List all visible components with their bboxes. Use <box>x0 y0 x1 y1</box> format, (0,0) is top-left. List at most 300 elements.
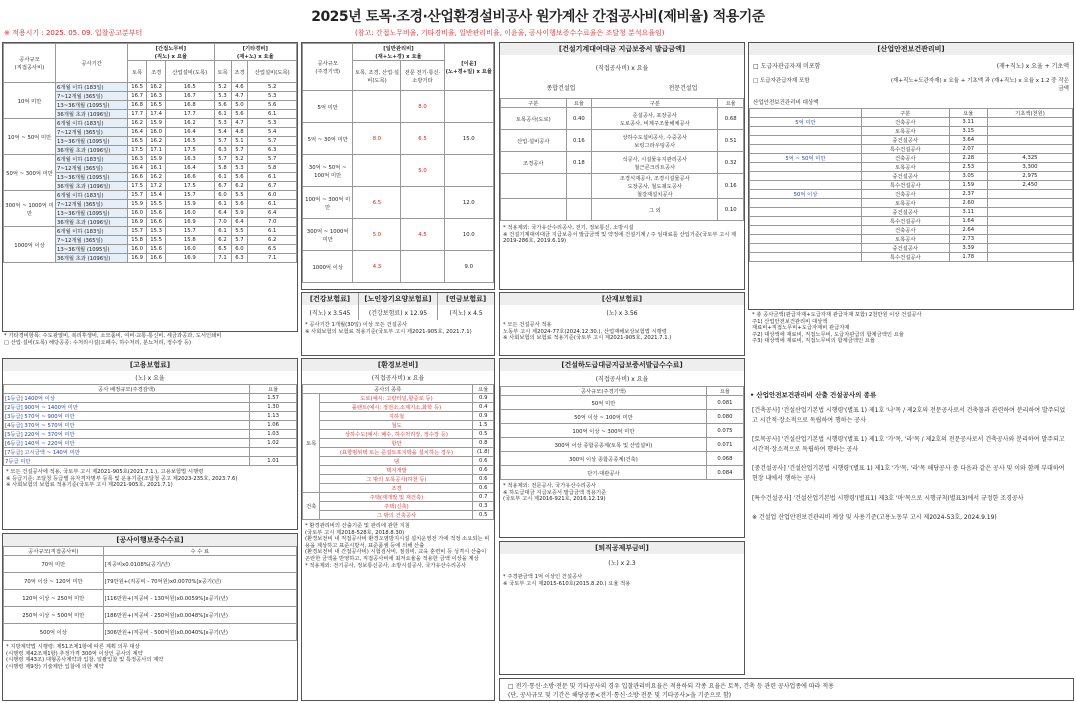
table-cell: 6개월 이하 (183일) <box>56 119 128 128</box>
table-cell: 0.5 <box>473 511 494 520</box>
table-cell: 0.080 <box>706 410 743 424</box>
scale-cell: 50억 ~ 300억 미만 <box>4 155 56 191</box>
table-cell: 6.0 <box>214 191 231 200</box>
note-line: (시행령 제9장) 기술제안 입찰에 의한 계약 <box>6 663 104 670</box>
table-cell: 4.3 <box>353 251 401 283</box>
note-line: * 적용제외: 전문공사, 국가유산수리공사 <box>503 483 597 489</box>
note-line: (환경보전비 내 직접공사비 환경오염방지시설 설치운영전 가에 적정 소요되는 비용을 계상하고 표준시방서, 표준품셈 등에 의해 산출 <box>305 536 490 549</box>
table-cell: 택지개발 <box>320 466 473 475</box>
table-cell: 그 밖의 건축공사 <box>320 511 473 520</box>
table-cell <box>750 127 862 136</box>
table-cell: [7등급] 고시금액 ~ 140억 미만 <box>4 448 250 457</box>
table-cell <box>353 91 401 123</box>
retirement-h: [퇴직공제부금비] <box>500 542 744 554</box>
table-cell: 15.9 <box>128 200 147 209</box>
table-cell: 0.5 <box>473 430 494 439</box>
table-cell <box>987 199 1072 208</box>
table-cell: 17.2 <box>147 182 166 191</box>
table-cell <box>566 174 592 199</box>
table-cell: 15.6 <box>147 209 166 218</box>
note-line: * 적용제외: 전기공사, 정보통신공사, 소방시설공사, 국가유산수리공사 <box>305 562 467 569</box>
machine-rental-formula: (직접공사비) x 요율 <box>595 65 649 72</box>
table-cell: 4.7 <box>231 119 248 128</box>
safety-grid <box>749 108 1073 262</box>
table-cell: 15.5 <box>147 236 166 245</box>
scale-cell: 300억 ~ 1000억 미만 <box>4 191 56 227</box>
note-line: (국토부 고시 제2016-921호, 2016.12.19) <box>503 496 606 503</box>
env-f: (직접공사비) x 요율 <box>371 375 425 382</box>
table-cell: 6개월 이하 (183일) <box>56 83 128 92</box>
col-head: 조경 <box>231 61 248 83</box>
table-cell: 5.7 <box>214 137 231 146</box>
table-cell: 36개월 초과 (1096일) <box>56 254 128 263</box>
table-cell <box>987 253 1072 262</box>
table-cell: 16.3 <box>166 155 214 164</box>
hdr-period: 공사기간 <box>56 44 128 83</box>
table-cell: 5.5 <box>231 191 248 200</box>
table-cell: 5억 미만 <box>303 91 353 123</box>
note-line: * 적용제외: 국가유산수리공사, 전기, 정보통신, 소방시설 <box>503 225 634 231</box>
table-cell: [6등급] 140억 ~ 220억 미만 <box>4 439 250 448</box>
table-cell <box>750 181 862 190</box>
table-cell: 17.4 <box>147 110 166 119</box>
table-cell: 4,325 <box>987 154 1072 163</box>
table-cell: 6개월 이하 (183일) <box>56 155 128 164</box>
table-cell: 6.7 <box>248 182 297 191</box>
table-cell: 17.5 <box>166 182 214 191</box>
table-cell: 16.5 <box>128 137 147 146</box>
table-cell: 지하철 <box>320 412 473 421</box>
footer-box <box>499 678 1074 701</box>
table-cell: 2.60 <box>949 199 987 208</box>
table-cell: 5.6 <box>248 101 297 110</box>
table-cell: 2.64 <box>949 226 987 235</box>
table-cell: 2.07 <box>949 145 987 154</box>
safety-opt1: □ 도급자관급자재 미포함 <box>753 63 821 70</box>
machine-rental-comp: 종합건설업 <box>546 85 576 92</box>
table-cell: 1000억 이상 <box>303 251 353 283</box>
table-cell: 4.6 <box>231 83 248 92</box>
table-cell: 15.9 <box>147 155 166 164</box>
hdr-indirect: [간접노무비] (직노) x 요율 <box>128 44 214 61</box>
table-cell <box>987 127 1072 136</box>
pension-h: [연금보험료] <box>438 293 494 305</box>
table-cell <box>987 208 1072 217</box>
table-cell: 15.9 <box>166 200 214 209</box>
table-cell: 5억 ~ 50억 미만 <box>750 154 862 163</box>
table-cell <box>750 145 862 154</box>
table-cell: 13~36개월 (1095일) <box>56 173 128 182</box>
table-cell <box>987 118 1072 127</box>
table-cell: 17.1 <box>147 146 166 155</box>
table-cell: 조경 <box>320 484 473 493</box>
table-cell <box>401 187 444 219</box>
table-cell: 0.9 <box>473 394 494 403</box>
table-cell: (표향범위택 또는 준설토포지택을 설치하는 경우) <box>320 448 473 457</box>
table-cell: 16.7 <box>166 92 214 101</box>
table-cell: 4.7 <box>231 92 248 101</box>
note-line: * 주경관금액 1억 이상인 건설공사 <box>503 574 583 580</box>
safety-type-item: [건축공사] '건설산업기본법 시행령'(별표 1) 제1호 '나'목 / 제2호의 전문공사로서 건축물과 관련하여 분리하여 발주되었고 시간적·장소적으로 독립하여 행하는 공사 <box>752 407 1066 424</box>
table-cell: 조경식재공사, 조경시설물공사 도장공사, 철도궤도공사 철강재설치공사 <box>592 174 718 199</box>
table-cell: 0.8 <box>473 439 494 448</box>
table-cell: 8.0 <box>353 123 401 155</box>
note-line: 주3) 대상액에 재료비, 직접노무비의 합계금액인 요율 <box>752 338 875 345</box>
note-line: * 기타경비항목: 수도광열비, 복리후생비, 소모품비, 여비·교통·통신비, 세금과공과, 도서인쇄비 <box>4 333 222 339</box>
note-line: (시행령 제42조제1항) 추정가격 300억 이상인 공사의 계약 <box>6 650 143 657</box>
table-cell: 6.1 <box>248 173 297 182</box>
table-cell: 5.2 <box>231 155 248 164</box>
note-line: 주2) 대상액에 재료비, 직접노무비, 도급자관급의 합계금액인 요율 <box>752 331 904 338</box>
hdr-gm: [일반관리비] (재+노+경) x 요율 <box>353 44 444 61</box>
safety-types-box <box>748 388 1074 675</box>
table-cell: 16.5 <box>166 83 214 92</box>
safety-types-list <box>748 401 1074 528</box>
table-cell: 석공사, 시설물유지관리공사 철근콘크리트공사 <box>592 152 718 174</box>
note-line: * 지방계약법 시행령: 제51조제1항에 따른 계획 의무 대상 <box>6 644 140 650</box>
note-line: * 총 공사금액(관급자재+도급자재 관급자재 포함) 2천만원 이상 건설공사 <box>752 312 922 318</box>
table-cell: 6.3 <box>248 146 297 155</box>
table-cell: 6.1 <box>248 227 297 236</box>
machine-rental-header: [건설기계대여대금 지급보증서 발급금액] <box>500 43 744 55</box>
table-cell: 1.78 <box>949 253 987 262</box>
table-cell: 16.4 <box>128 128 147 137</box>
table-cell: 5.3 <box>231 164 248 173</box>
table-cell: 1.13 <box>250 412 297 421</box>
col-head: 요율 <box>949 109 987 118</box>
table-cell: 6.1 <box>248 200 297 209</box>
note-line: ※ 하도급대금 지급보증서 발급금액 적용기준 <box>503 489 607 496</box>
table-cell: [116만원+(직공비 - 130억원)x0.0059%]x공기(년) <box>103 590 296 607</box>
table-cell: 토목공사 <box>861 199 949 208</box>
col-head: 공사의 종류 <box>303 385 473 394</box>
table-cell: 0.068 <box>706 452 743 466</box>
col-head: 요율 <box>250 385 297 394</box>
table-cell: 9.0 <box>444 251 493 283</box>
table-cell: 5.7 <box>214 155 231 164</box>
col-head: 기초액(천원) <box>987 109 1072 118</box>
table-cell: 36개월 초과 (1096일) <box>56 110 128 119</box>
table-cell <box>750 253 862 262</box>
table-cell: [1등급] 1400억 이상 <box>4 394 250 403</box>
table-cell: 16.5 <box>166 137 214 146</box>
table-cell: 16.0 <box>166 245 214 254</box>
table-cell: 2,450 <box>987 181 1072 190</box>
table-cell <box>750 136 862 145</box>
table-cell: 1.06 <box>250 421 297 430</box>
table-cell: 6.5 <box>248 245 297 254</box>
table-cell: 0.51 <box>718 130 744 152</box>
note-line: (국토부 고시 제2018-528호, 2018.8.30) <box>305 529 405 536</box>
pension-f: (직노) x 4.5 <box>449 310 483 317</box>
table-cell: 5.7 <box>231 146 248 155</box>
table-cell: 70억 미만 <box>4 556 104 573</box>
page-title: 2025년 토목·조경·산업환경설비공사 원가계산 간접공사비(제비율) 적용기준 <box>311 9 765 25</box>
s1-notes <box>4 333 300 346</box>
table-cell: 중건설공사 <box>861 136 949 145</box>
table-cell: 50억 미만 <box>501 396 707 410</box>
table-cell: 특수건설공사 <box>861 181 949 190</box>
table-cell: 16.4 <box>166 164 214 173</box>
table-cell: 3.11 <box>949 208 987 217</box>
col-head: 산업설비(도목) <box>166 61 214 83</box>
table-cell: 6.2 <box>214 236 231 245</box>
table-cell: 70억 이상 ~ 120억 미만 <box>4 573 104 590</box>
table-cell: 2,975 <box>987 172 1072 181</box>
table-cell: 15.7 <box>128 227 147 236</box>
table-cell: 6.3 <box>214 146 231 155</box>
table-cell: 건축공사 <box>861 154 949 163</box>
safety-table <box>748 42 1074 310</box>
table-cell: 0.16 <box>718 174 744 199</box>
indirect-labor-grid <box>3 43 297 263</box>
table-cell: 준설공사, 포장공사 도로공사, 비계구조물해체공사 <box>592 108 718 130</box>
table-cell: 5.2 <box>214 83 231 92</box>
table-cell: 0.6 <box>473 484 494 493</box>
indirect-labor-table <box>2 42 298 332</box>
table-cell: 토목공사 <box>861 127 949 136</box>
table-cell: 특수건설공사 <box>861 217 949 226</box>
table-cell: 3.64 <box>949 136 987 145</box>
note-line: ※ 사회보험의 보험료 적용기준(국토부 고시 제2021-905호, 2021.7.1.) <box>503 335 672 342</box>
safety-type-item: [토목공사] '건설산업기본법 시행령'(별표 1) 제1호 '가'목, '라'목 / 제2호의 전문공사로서 건축공사와 분리하여 발주되고 시간적·장소적으로 독립하여 행하는 공사 <box>752 436 1065 453</box>
table-cell: 6.4 <box>214 209 231 218</box>
note-line: 주1) 산업안전보건관리비 대상액 <box>752 318 828 325</box>
note-line: ※ 등급기준: 조달청 등급별 유자격자명부 등록 및 운용기준(조달청 공고 제2023-235호, 2023.7.6) <box>6 475 238 482</box>
table-cell: 6개월 이하 (183일) <box>56 227 128 236</box>
table-cell: 2.37 <box>949 190 987 199</box>
table-cell: 5.6 <box>231 200 248 209</box>
table-cell: [2등급] 900억 ~ 1400억 미만 <box>4 403 250 412</box>
safety-opt2: □ 도급자관급자재 포함 <box>753 78 810 84</box>
table-cell: 0.16 <box>566 130 592 152</box>
subcontract-f: (직접공사비) x 요율 <box>595 376 649 383</box>
col-head: 구분 <box>501 99 567 108</box>
accident-notes <box>500 320 744 344</box>
employment-h: [고용보험료] <box>3 359 297 371</box>
table-cell: 50억 이상 ~ 100억 미만 <box>501 410 707 424</box>
col-head: 공사규모(주경기액) <box>501 387 707 396</box>
table-cell: (1.8) <box>473 448 494 457</box>
col-head: 요율 <box>706 387 743 396</box>
table-cell: 6.7 <box>214 182 231 191</box>
table-cell: 5.2 <box>248 83 297 92</box>
table-cell: 13~36개월 (1095일) <box>56 245 128 254</box>
scale-cell: 10억 ~ 50억 미만 <box>4 119 56 155</box>
col-head: 요율 <box>718 99 744 108</box>
safety-type-item: ※ 건설업 산업안전보건관리비 계상 및 사용기준(고용노동부 고시 제2024-53호, 2024.9.19) <box>752 514 997 522</box>
table-cell: 36개월 초과 (1096일) <box>56 182 128 191</box>
table-cell: 0.10 <box>718 199 744 221</box>
table-cell: 6.2 <box>248 236 297 245</box>
table-cell: 250억 이상 ~ 500억 미만 <box>4 607 104 624</box>
col-head: 토목 <box>128 61 147 83</box>
table-cell: 6.3 <box>231 254 248 263</box>
table-cell: 토목공사 <box>861 235 949 244</box>
safety-notes <box>752 312 1072 345</box>
industrial-accident-box <box>499 292 745 356</box>
table-cell: 16.0 <box>147 128 166 137</box>
hdr-scale: 공사규모 (직접공사비) <box>4 44 56 83</box>
table-cell: 17.7 <box>166 110 214 119</box>
safety-f1: (재+직노) x 요율 + 기초액 <box>996 63 1069 70</box>
health-ins-box <box>301 292 495 356</box>
table-cell <box>501 199 567 221</box>
table-cell: 5.0 <box>353 219 401 251</box>
env-notes <box>302 520 494 572</box>
table-cell: 300억 이상 종합공종계(토목 및 산업설비) <box>501 438 707 452</box>
table-cell: 5.4 <box>248 128 297 137</box>
subcontract-h: [건설하도급대금지급보증서발급수수료] <box>500 359 744 371</box>
hdr-profit: [이윤] (노+경+일) x 요율 <box>444 44 493 91</box>
table-cell: 1.30 <box>250 403 297 412</box>
table-cell: 5.1 <box>231 137 248 146</box>
table-cell: 1.01 <box>250 457 297 466</box>
group-cell: 건축 <box>303 493 320 520</box>
table-cell: 3.15 <box>949 127 987 136</box>
table-cell: 7~12개월 (365일) <box>56 200 128 209</box>
table-cell: 1.64 <box>949 217 987 226</box>
table-cell: 중건설공사 <box>861 172 949 181</box>
table-cell: 15.7 <box>166 191 214 200</box>
table-cell: 5.7 <box>248 137 297 146</box>
table-cell: 5.3 <box>214 92 231 101</box>
table-cell: 30억 ~ 50억 ~ 100억 미만 <box>303 155 353 187</box>
table-cell: 3.11 <box>949 118 987 127</box>
table-cell: 13~36개월 (1095일) <box>56 101 128 110</box>
table-cell: 13~36개월 (1095일) <box>56 209 128 218</box>
col-head <box>750 109 862 118</box>
table-cell: 0.68 <box>718 108 744 130</box>
col-head: 구분 <box>861 109 949 118</box>
table-cell: 7등급 미만 <box>4 457 250 466</box>
table-cell: 6.1 <box>214 200 231 209</box>
table-cell: 7~12개월 (365일) <box>56 164 128 173</box>
env-grid <box>302 384 494 520</box>
note-line: ※ 사회보험의 보험료 적용기준(국토부 고시 제2021-905호, 2021.7.1) <box>6 482 173 489</box>
employment-notes <box>3 466 297 492</box>
table-cell: 상하수도설비공사, 수중공사 보링그라우팅공사 <box>592 130 718 152</box>
health-f: (직노) x 3.545 <box>309 310 351 317</box>
perf-grid <box>3 546 297 641</box>
table-cell: 중건설공사 <box>861 208 949 217</box>
table-cell: 1.57 <box>250 394 297 403</box>
table-cell: [186만원+(직공비 - 250억원)x0.0048%]x공기(년) <box>103 607 296 624</box>
table-cell: 15.7 <box>128 191 147 200</box>
env-h: [환경보전비] <box>302 359 494 371</box>
table-cell: 5억 미만 <box>750 118 862 127</box>
table-cell: 0.3 <box>473 502 494 511</box>
note-line: * 모든 건설공사 적용 <box>503 322 552 328</box>
table-cell: 2.28 <box>949 154 987 163</box>
ltc-f: (건강보험료) x 12.95 <box>368 310 428 317</box>
retirement-notes <box>500 571 744 590</box>
table-cell: [4등급] 370억 ~ 570억 미만 <box>4 421 250 430</box>
table-cell <box>750 226 862 235</box>
retirement-box <box>499 541 745 675</box>
table-cell: 1.59 <box>949 181 987 190</box>
table-cell: 15.4 <box>147 191 166 200</box>
general-mgmt-grid <box>302 43 494 283</box>
table-cell: 0.081 <box>706 396 743 410</box>
table-cell: 2.73 <box>949 235 987 244</box>
table-cell: 산업·설비공사 <box>501 130 567 152</box>
table-cell: 1.02 <box>250 439 297 448</box>
col-head: 전문 전기·통신·소방기타 <box>401 61 444 91</box>
table-cell: 6.5 <box>214 245 231 254</box>
table-cell: 0.071 <box>706 438 743 452</box>
table-cell: 16.7 <box>128 92 147 101</box>
table-cell: 주택(신축) <box>320 502 473 511</box>
note-line: ※ 건설기계대여대금 지급보증서 발급금액 및 약정에 건설기계 / 주 임대료를 산입기준(국토부 고시 제2019-286호, 2019.6.19) <box>503 231 737 245</box>
table-cell: 6개월 이하 (183일) <box>56 191 128 200</box>
table-cell: 5.8 <box>214 164 231 173</box>
table-cell <box>501 174 567 199</box>
table-cell: 6.1 <box>248 110 297 119</box>
table-cell: 조경공사 <box>501 152 567 174</box>
table-cell: 0.075 <box>706 424 743 438</box>
table-cell: 16.9 <box>128 254 147 263</box>
table-cell: 1.03 <box>250 430 297 439</box>
health-h: [건강보험료] <box>302 293 358 305</box>
table-cell: 0.18 <box>566 152 592 174</box>
safety-types-h: • 산업안전보건관리비 산출 건설공사의 종류 <box>750 391 877 399</box>
table-cell: 0.6 <box>473 475 494 484</box>
table-cell: 16.0 <box>128 245 147 254</box>
table-cell: 16.3 <box>147 92 166 101</box>
scale-cell: 10억 미만 <box>4 83 56 119</box>
table-cell: 6.2 <box>231 182 248 191</box>
table-cell: 16.6 <box>128 173 147 182</box>
table-cell: 6.4 <box>248 209 297 218</box>
table-cell: 120억 이상 ~ 250억 미만 <box>4 590 104 607</box>
table-cell: 16.2 <box>147 173 166 182</box>
table-cell <box>750 217 862 226</box>
table-cell: 15.8 <box>166 236 214 245</box>
table-cell: 5.4 <box>214 128 231 137</box>
table-cell: 8.0 <box>401 91 444 123</box>
note-line: (환경보전비 내 간접공사비) 시험검사비, 점검비, 교육 훈련비 등 성격시 산출이 곤란한 금액을 반영하고, 직접공사비에 최저요율을 적용한 금액 이상을 계상 <box>305 549 487 563</box>
table-cell: 그 밖의 토목공사(하천 등) <box>320 475 473 484</box>
note-line: □ 산업·설비(도목) 해당공종: 수처리시설(오폐수, 하수처리, 분뇨처리, 정수장 등) <box>4 339 192 346</box>
table-cell: 7~12개월 (365일) <box>56 92 128 101</box>
table-cell: 2.53 <box>949 163 987 172</box>
safety-type-item: [특수건설공사] '건설산업기본법 시행령'(별표1) 제3호 '마'목으로 시행규칙(별표3)에서 규정한 조경공사 <box>752 494 1024 502</box>
effective-date: ※ 적용시기 : 2025. 05. 09. 입찰공고분부터 <box>4 29 143 37</box>
table-cell: 5.0 <box>231 101 248 110</box>
table-cell: 6.4 <box>231 218 248 227</box>
table-cell: 16.9 <box>128 218 147 227</box>
table-cell: 0.32 <box>718 152 744 174</box>
table-cell: 댐 <box>320 457 473 466</box>
group-cell: 토목 <box>303 394 320 493</box>
table-cell: 6.1 <box>214 110 231 119</box>
note-line: ※ 국토부 고시 제2015-610호(2015.8.20.) 요율 적용 <box>503 580 631 587</box>
table-cell: 0.9 <box>473 412 494 421</box>
table-cell: 36개월 초과 (1096일) <box>56 218 128 227</box>
table-cell: [306만원+(직공비 - 500억원)x0.0040%]x공기(년) <box>103 624 296 641</box>
subcontract-box <box>499 358 745 538</box>
table-cell: 17.5 <box>128 182 147 191</box>
hdr-other: [기타경비] (재+노) x 요율 <box>214 44 296 61</box>
safety-f2: (재+직노+도관자재) x 요율 + 기초액 과 (재+직노) x 요율 x 1.2 중 작은 금액 <box>890 78 1069 92</box>
note-line: * 환경관리비의 산출기준 및 관리에 관한 지침 <box>305 523 410 529</box>
table-cell: 5.9 <box>231 209 248 218</box>
perf-notes <box>3 641 297 673</box>
table-cell: 15.0 <box>444 123 493 155</box>
table-cell <box>987 136 1072 145</box>
table-cell: 16.2 <box>147 83 166 92</box>
